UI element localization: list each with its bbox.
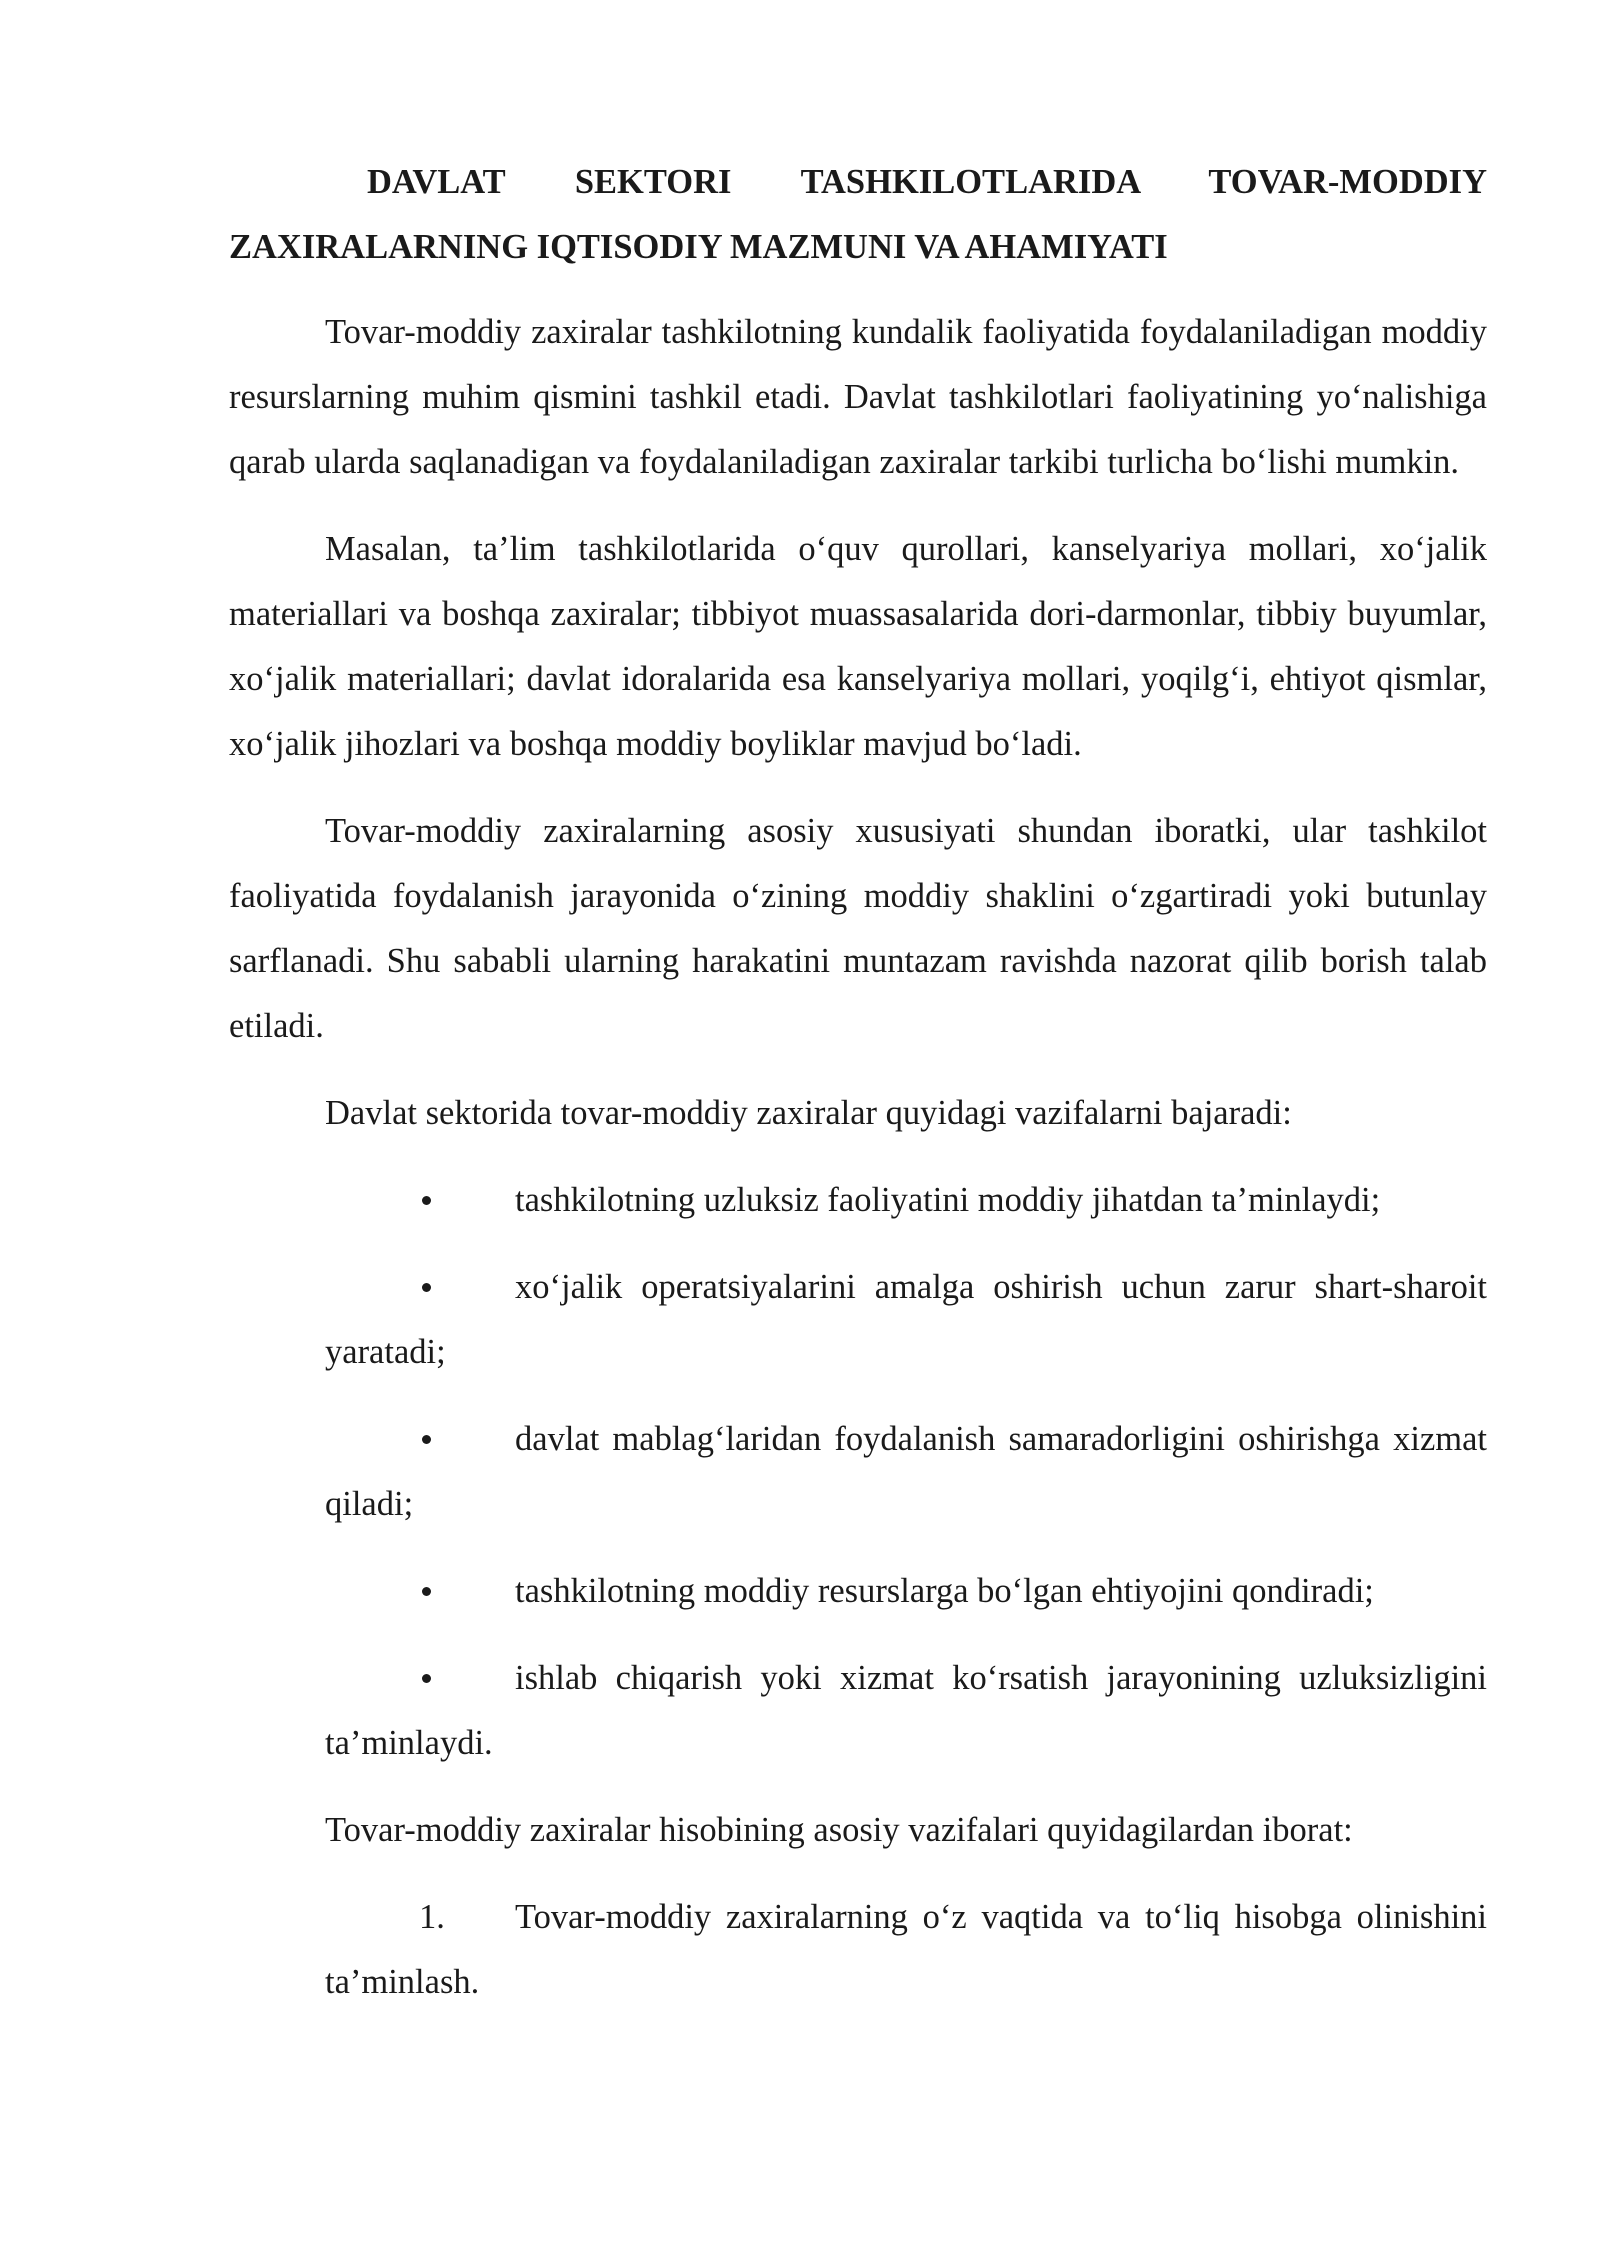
- list-item-text: ishlab chiqarish yoki xizmat ko‘rsatish jarayonining uzluksizligini ta’minlaydi.: [325, 1659, 1487, 1762]
- list-item: [229, 1407, 1487, 1537]
- bullet-icon: [422, 1196, 431, 1205]
- list-item-text: Tovar-moddiy zaxiralarning o‘z vaqtida va to‘liq hisobga olinishini ta’minlash.: [325, 1898, 1487, 2001]
- paragraph-features: Tovar-moddiy zaxiralarning asosiy xususiyati shundan iboratki, ular tashkilot faoliyatida foydalanish jarayonida o‘zining moddiy shaklini o‘zgartiradi yoki butunlay sarflanadi. Shu sababli ularning harakatini muntazam ravishda nazorat qilib borish talab etiladi.: [229, 812, 1487, 1045]
- list-item-number: 1.: [419, 1898, 445, 1936]
- list-item: [229, 1255, 1487, 1385]
- list-item: [229, 1885, 1487, 2015]
- document-title: [229, 150, 1487, 280]
- list-item-text: davlat mablag‘laridan foydalanish samaradorligini oshirishga xizmat qiladi;: [325, 1420, 1487, 1523]
- list-item-text: tashkilotning uzluksiz faoliyatini moddiy jihatdan ta’minlaydi;: [515, 1181, 1381, 1219]
- tasks-list: [229, 1885, 1487, 2015]
- document-page: [229, 150, 1487, 2037]
- paragraph-intro: Tovar-moddiy zaxiralar tashkilotning kundalik faoliyatida foydalaniladigan moddiy resurslarning muhim qismini tashkil etadi. Davlat tashkilotlari faoliyatining yo‘nalishiga qarab ularda saqlanadigan va foydalaniladigan zaxiralar tarkibi turlicha bo‘lishi mumkin.: [229, 313, 1487, 481]
- bullet-icon: [422, 1587, 431, 1596]
- bullet-icon: [422, 1283, 431, 1292]
- bullet-icon: [422, 1674, 431, 1683]
- functions-lead: Davlat sektorida tovar-moddiy zaxiralar quyidagi vazifalarni bajaradi:: [325, 1094, 1292, 1132]
- bullet-icon: [422, 1435, 431, 1444]
- title-line-1: DAVLAT SEKTORI TASHKILOTLARIDA TOVAR-MODDIY: [367, 163, 1487, 201]
- list-item: [229, 1646, 1487, 1776]
- list-item: [229, 1168, 1487, 1233]
- list-item-text: tashkilotning moddiy resurslarga bo‘lgan ehtiyojini qondiradi;: [515, 1572, 1374, 1610]
- list-item: [229, 1559, 1487, 1624]
- list-item-text: xo‘jalik operatsiyalarini amalga oshirish uchun zarur shart-sharoit yaratadi;: [325, 1268, 1487, 1371]
- title-line-2: ZAXIRALARNING IQTISODIY MAZMUNI VA AHAMIYATI: [229, 228, 1168, 266]
- tasks-lead: Tovar-moddiy zaxiralar hisobining asosiy vazifalari quyidagilardan iborat:: [325, 1811, 1353, 1849]
- paragraph-examples: Masalan, ta’lim tashkilotlarida o‘quv qurollari, kanselyariya mollari, xo‘jalik materiallari va boshqa zaxiralar; tibbiyot muassasalarida dori-darmonlar, tibbiy buyumlar, xo‘jalik materiallari; davlat idoralarida esa kanselyariya mollari, yoqilg‘i, ehtiyot qismlar, xo‘jalik jihozlari va boshqa moddiy boyliklar mavjud bo‘ladi.: [229, 530, 1487, 763]
- functions-list: [229, 1168, 1487, 1776]
